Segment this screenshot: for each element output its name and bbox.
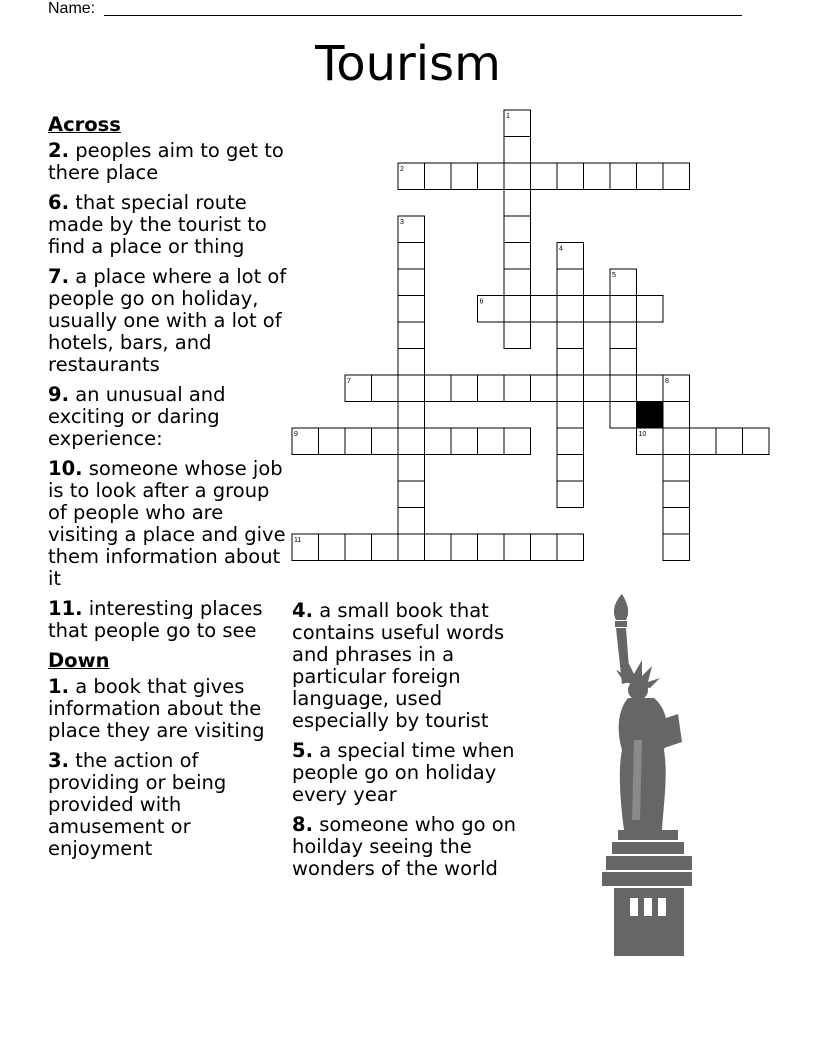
grid-cell-number: 11 bbox=[294, 537, 302, 544]
page-title: Tourism bbox=[315, 36, 501, 92]
grid-cell[interactable] bbox=[372, 375, 399, 402]
grid-cell[interactable] bbox=[319, 428, 346, 455]
grid-cell-number: 9 bbox=[294, 431, 298, 438]
clue-item bbox=[292, 600, 522, 732]
clue-item bbox=[48, 750, 288, 860]
clue-item bbox=[48, 676, 288, 742]
clue-number: 7. bbox=[48, 265, 69, 288]
down-clue-list bbox=[48, 676, 288, 860]
grid-cell-number: 8 bbox=[665, 378, 669, 385]
grid-cell[interactable] bbox=[584, 163, 611, 190]
grid-cell[interactable] bbox=[478, 534, 505, 561]
grid-cell[interactable] bbox=[425, 163, 452, 190]
grid-cell[interactable] bbox=[319, 534, 346, 561]
grid-cell-number: 2 bbox=[400, 166, 404, 173]
grid-cell[interactable] bbox=[504, 534, 531, 561]
grid-cell[interactable] bbox=[398, 534, 425, 561]
grid-cell[interactable] bbox=[663, 534, 690, 561]
grid-cell[interactable] bbox=[610, 349, 637, 376]
grid-cell[interactable] bbox=[504, 375, 531, 402]
grid-cell[interactable] bbox=[398, 269, 425, 296]
clue-text: a small book that contains useful words and phrases in a particular foreign language, used especially by tourist bbox=[292, 599, 505, 732]
clues-middle-column bbox=[292, 600, 522, 888]
grid-cell[interactable] bbox=[451, 428, 478, 455]
grid-cell[interactable] bbox=[504, 216, 531, 243]
grid-cell[interactable] bbox=[398, 428, 425, 455]
grid-cell[interactable] bbox=[504, 190, 531, 217]
grid-cell[interactable] bbox=[557, 269, 584, 296]
grid-cell[interactable] bbox=[531, 163, 558, 190]
grid-cell[interactable] bbox=[504, 269, 531, 296]
grid-cell[interactable] bbox=[557, 481, 584, 508]
grid-cell[interactable] bbox=[398, 349, 425, 376]
grid-cell[interactable] bbox=[584, 296, 611, 323]
clue-number: 6. bbox=[48, 191, 69, 214]
grid-cell[interactable] bbox=[398, 455, 425, 482]
name-label: Name: bbox=[48, 0, 96, 17]
down-heading: Down bbox=[48, 649, 110, 672]
grid-cell[interactable] bbox=[345, 534, 372, 561]
clue-number: 1. bbox=[48, 675, 69, 698]
grid-cell[interactable] bbox=[557, 402, 584, 429]
grid-cell[interactable] bbox=[372, 534, 399, 561]
grid-cell[interactable] bbox=[610, 402, 637, 429]
clue-text: the action of providing or being provided with amusement or enjoyment bbox=[48, 749, 227, 860]
grid-cell[interactable] bbox=[531, 296, 558, 323]
grid-cell-number: 7 bbox=[347, 378, 351, 385]
grid-cell-number: 10 bbox=[638, 431, 647, 438]
grid-cell[interactable] bbox=[398, 243, 425, 270]
grid-cell[interactable] bbox=[425, 534, 452, 561]
grid-cell[interactable] bbox=[663, 455, 690, 482]
grid-cell[interactable] bbox=[557, 534, 584, 561]
clue-number: 4. bbox=[292, 599, 313, 622]
clue-item bbox=[292, 740, 522, 806]
clue-text: a special time when people go on holiday every year bbox=[292, 739, 515, 806]
grid-cell[interactable] bbox=[451, 534, 478, 561]
down-clue-list-continued bbox=[292, 600, 522, 880]
grid-cell[interactable] bbox=[398, 322, 425, 349]
grid-cell[interactable] bbox=[372, 428, 399, 455]
grid-cell[interactable] bbox=[451, 375, 478, 402]
clue-number: 2. bbox=[48, 139, 69, 162]
clue-number: 11. bbox=[48, 597, 83, 620]
across-heading: Across bbox=[48, 113, 121, 136]
grid-cell[interactable] bbox=[504, 137, 531, 164]
grid-cell[interactable] bbox=[398, 375, 425, 402]
grid-cell[interactable] bbox=[557, 349, 584, 376]
grid-cell[interactable] bbox=[663, 508, 690, 535]
clue-text: a book that gives information about the place they are visiting bbox=[48, 675, 265, 742]
clue-text: a place where a lot of people go on holiday, usually one with a lot of hotels, bars, and restaurants bbox=[48, 265, 287, 376]
grid-cell[interactable] bbox=[610, 322, 637, 349]
grid-cell[interactable] bbox=[610, 163, 637, 190]
grid-cell-number: 3 bbox=[400, 219, 404, 226]
clue-text: that special route made by the tourist to find a place or thing bbox=[48, 191, 267, 258]
clue-number: 8. bbox=[292, 813, 313, 836]
grid-cell[interactable] bbox=[690, 428, 717, 455]
grid-cell[interactable] bbox=[557, 428, 584, 455]
clue-number: 10. bbox=[48, 457, 83, 480]
grid-cell[interactable] bbox=[425, 428, 452, 455]
grid-cell[interactable] bbox=[663, 402, 690, 429]
grid-cell[interactable] bbox=[504, 243, 531, 270]
grid-cell[interactable] bbox=[478, 375, 505, 402]
grid-cell[interactable] bbox=[345, 428, 372, 455]
grid-cell[interactable] bbox=[743, 428, 770, 455]
grid-cell[interactable] bbox=[663, 481, 690, 508]
clue-item bbox=[48, 598, 288, 642]
grid-cell[interactable] bbox=[637, 296, 664, 323]
statue-of-liberty-icon bbox=[598, 590, 708, 960]
grid-cell[interactable] bbox=[451, 163, 478, 190]
grid-cell[interactable] bbox=[557, 322, 584, 349]
grid-cell[interactable] bbox=[557, 163, 584, 190]
grid-cell[interactable] bbox=[637, 375, 664, 402]
grid-cell[interactable] bbox=[504, 428, 531, 455]
clue-text: someone who go on hoilday seeing the wonders of the world bbox=[292, 813, 516, 880]
grid-cell[interactable] bbox=[504, 296, 531, 323]
grid-cell[interactable] bbox=[504, 163, 531, 190]
grid-cell-black bbox=[637, 402, 664, 429]
grid-cell[interactable] bbox=[531, 375, 558, 402]
grid-cell-number: 6 bbox=[479, 298, 484, 306]
grid-cell[interactable] bbox=[398, 481, 425, 508]
grid-cell[interactable] bbox=[716, 428, 743, 455]
grid-cell[interactable] bbox=[557, 455, 584, 482]
clue-text: someone whose job is to look after a group of people who are visiting a place and give them information about it bbox=[48, 457, 286, 590]
grid-cell[interactable] bbox=[584, 375, 611, 402]
grid-cell[interactable] bbox=[398, 402, 425, 429]
grid-cell[interactable] bbox=[504, 322, 531, 349]
clue-text: interesting places that people go to see bbox=[48, 597, 263, 642]
grid-cell[interactable] bbox=[637, 163, 664, 190]
clue-number: 3. bbox=[48, 749, 69, 772]
grid-cell-number: 5 bbox=[612, 272, 616, 279]
grid-cell[interactable] bbox=[531, 534, 558, 561]
grid-cell[interactable] bbox=[425, 375, 452, 402]
grid-cell[interactable] bbox=[557, 375, 584, 402]
grid-cell[interactable] bbox=[478, 163, 505, 190]
clue-text: peoples aim to get to there place bbox=[48, 139, 284, 184]
grid-cell[interactable] bbox=[610, 296, 637, 323]
grid-cell-number: 4 bbox=[559, 245, 563, 253]
grid-cell[interactable] bbox=[663, 163, 690, 190]
clue-number: 5. bbox=[292, 739, 313, 762]
grid-cell[interactable] bbox=[398, 296, 425, 323]
grid-cell[interactable] bbox=[610, 375, 637, 402]
grid-cell[interactable] bbox=[478, 428, 505, 455]
grid-cell[interactable] bbox=[398, 508, 425, 535]
clue-text: an unusual and exciting or daring experience: bbox=[48, 383, 226, 450]
clue-number: 9. bbox=[48, 383, 69, 406]
grid-cell-number: 1 bbox=[506, 113, 510, 120]
grid-cell[interactable] bbox=[557, 296, 584, 323]
clue-item bbox=[292, 814, 522, 880]
grid-cell[interactable] bbox=[663, 428, 690, 455]
